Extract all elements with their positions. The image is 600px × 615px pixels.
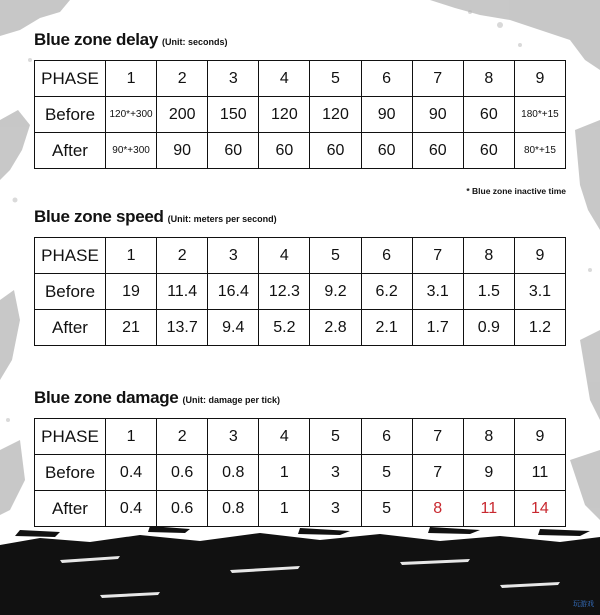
speed-after-7: 1.7 bbox=[412, 310, 463, 346]
delay-unit: (Unit: seconds) bbox=[161, 37, 228, 47]
damage-before-5: 3 bbox=[310, 455, 361, 491]
damage-before-3: 0.8 bbox=[208, 455, 259, 491]
phase-header-cell: PHASE bbox=[35, 419, 106, 455]
damage-after-6: 5 bbox=[361, 491, 412, 527]
delay-title-text: Blue zone delay bbox=[34, 30, 158, 49]
speed-before-8: 1.5 bbox=[463, 274, 514, 310]
delay-before-1: 120*+300 bbox=[106, 97, 157, 133]
damage-before-7: 7 bbox=[412, 455, 463, 491]
speed-after-9: 1.2 bbox=[514, 310, 565, 346]
speed-after-5: 2.8 bbox=[310, 310, 361, 346]
phase-header-cell: PHASE bbox=[35, 61, 106, 97]
speed-before-3: 16.4 bbox=[208, 274, 259, 310]
damage-before-8: 9 bbox=[463, 455, 514, 491]
damage-after-2: 0.6 bbox=[157, 491, 208, 527]
phase-3-header: 3 bbox=[208, 61, 259, 97]
phase-1-header: 1 bbox=[106, 238, 157, 274]
delay-after-8: 60 bbox=[463, 133, 514, 169]
speed-before-2: 11.4 bbox=[157, 274, 208, 310]
speed-before-1: 19 bbox=[106, 274, 157, 310]
table-row bbox=[35, 274, 566, 310]
delay-before-4: 120 bbox=[259, 97, 310, 133]
phase-5-header: 5 bbox=[310, 419, 361, 455]
speed-table bbox=[34, 237, 566, 346]
phase-7-header: 7 bbox=[412, 419, 463, 455]
delay-after-2: 90 bbox=[157, 133, 208, 169]
delay-table bbox=[34, 60, 566, 169]
speed-before-4: 12.3 bbox=[259, 274, 310, 310]
damage-after-4: 1 bbox=[259, 491, 310, 527]
phase-4-header: 4 bbox=[259, 419, 310, 455]
table-row bbox=[35, 238, 566, 274]
corner-watermark: 玩游戏 bbox=[573, 601, 594, 608]
phase-8-header: 8 bbox=[463, 61, 514, 97]
speed-title bbox=[34, 207, 566, 229]
damage-before-2: 0.6 bbox=[157, 455, 208, 491]
phase-header-cell: PHASE bbox=[35, 238, 106, 274]
after-label: After bbox=[35, 310, 106, 346]
delay-after-1: 90*+300 bbox=[106, 133, 157, 169]
phase-4-header: 4 bbox=[259, 238, 310, 274]
speed-before-7: 3.1 bbox=[412, 274, 463, 310]
speed-before-9: 3.1 bbox=[514, 274, 565, 310]
before-label: Before bbox=[35, 97, 106, 133]
speed-unit: (Unit: meters per second) bbox=[167, 214, 277, 224]
damage-title-text: Blue zone damage bbox=[34, 388, 179, 407]
damage-after-3: 0.8 bbox=[208, 491, 259, 527]
table-row bbox=[35, 97, 566, 133]
phase-5-header: 5 bbox=[310, 61, 361, 97]
table-row bbox=[35, 61, 566, 97]
phase-3-header: 3 bbox=[208, 419, 259, 455]
damage-after-1: 0.4 bbox=[106, 491, 157, 527]
phase-3-header: 3 bbox=[208, 238, 259, 274]
delay-after-6: 60 bbox=[361, 133, 412, 169]
before-label: Before bbox=[35, 455, 106, 491]
blue-zone-damage-section bbox=[34, 388, 566, 527]
damage-after-5: 3 bbox=[310, 491, 361, 527]
table-row bbox=[35, 133, 566, 169]
blue-zone-speed-section bbox=[34, 207, 566, 346]
delay-after-5: 60 bbox=[310, 133, 361, 169]
phase-2-header: 2 bbox=[157, 238, 208, 274]
phase-8-header: 8 bbox=[463, 238, 514, 274]
damage-table bbox=[34, 418, 566, 527]
table-row bbox=[35, 310, 566, 346]
delay-before-5: 120 bbox=[310, 97, 361, 133]
delay-before-9: 180*+15 bbox=[514, 97, 565, 133]
speed-after-3: 9.4 bbox=[208, 310, 259, 346]
damage-after-8-highlight: 11 bbox=[463, 491, 514, 527]
speed-after-2: 13.7 bbox=[157, 310, 208, 346]
delay-after-3: 60 bbox=[208, 133, 259, 169]
phase-6-header: 6 bbox=[361, 238, 412, 274]
phase-9-header: 9 bbox=[514, 61, 565, 97]
speed-before-5: 9.2 bbox=[310, 274, 361, 310]
delay-before-6: 90 bbox=[361, 97, 412, 133]
delay-title bbox=[34, 30, 566, 52]
delay-after-7: 60 bbox=[412, 133, 463, 169]
damage-before-1: 0.4 bbox=[106, 455, 157, 491]
phase-4-header: 4 bbox=[259, 61, 310, 97]
damage-title bbox=[34, 388, 566, 410]
blue-zone-delay-section bbox=[34, 30, 566, 196]
damage-before-6: 5 bbox=[361, 455, 412, 491]
speed-after-4: 5.2 bbox=[259, 310, 310, 346]
phase-6-header: 6 bbox=[361, 61, 412, 97]
phase-6-header: 6 bbox=[361, 419, 412, 455]
phase-7-header: 7 bbox=[412, 61, 463, 97]
after-label: After bbox=[35, 133, 106, 169]
table-row bbox=[35, 491, 566, 527]
table-row bbox=[35, 419, 566, 455]
speed-after-8: 0.9 bbox=[463, 310, 514, 346]
speed-after-6: 2.1 bbox=[361, 310, 412, 346]
phase-5-header: 5 bbox=[310, 238, 361, 274]
damage-before-4: 1 bbox=[259, 455, 310, 491]
speed-before-6: 6.2 bbox=[361, 274, 412, 310]
damage-unit: (Unit: damage per tick) bbox=[182, 395, 280, 405]
delay-before-2: 200 bbox=[157, 97, 208, 133]
table-row bbox=[35, 455, 566, 491]
delay-before-7: 90 bbox=[412, 97, 463, 133]
phase-9-header: 9 bbox=[514, 238, 565, 274]
phase-1-header: 1 bbox=[106, 419, 157, 455]
phase-2-header: 2 bbox=[157, 419, 208, 455]
phase-7-header: 7 bbox=[412, 238, 463, 274]
delay-after-9: 80*+15 bbox=[514, 133, 565, 169]
speed-title-text: Blue zone speed bbox=[34, 207, 164, 226]
phase-8-header: 8 bbox=[463, 419, 514, 455]
damage-before-9: 11 bbox=[514, 455, 565, 491]
damage-after-9-highlight: 14 bbox=[514, 491, 565, 527]
delay-before-8: 60 bbox=[463, 97, 514, 133]
phase-9-header: 9 bbox=[514, 419, 565, 455]
delay-after-4: 60 bbox=[259, 133, 310, 169]
before-label: Before bbox=[35, 274, 106, 310]
after-label: After bbox=[35, 491, 106, 527]
phase-2-header: 2 bbox=[157, 61, 208, 97]
inactive-time-footnote: * Blue zone inactive time bbox=[466, 186, 566, 196]
delay-before-3: 150 bbox=[208, 97, 259, 133]
phase-1-header: 1 bbox=[106, 61, 157, 97]
speed-after-1: 21 bbox=[106, 310, 157, 346]
damage-after-7-highlight: 8 bbox=[412, 491, 463, 527]
